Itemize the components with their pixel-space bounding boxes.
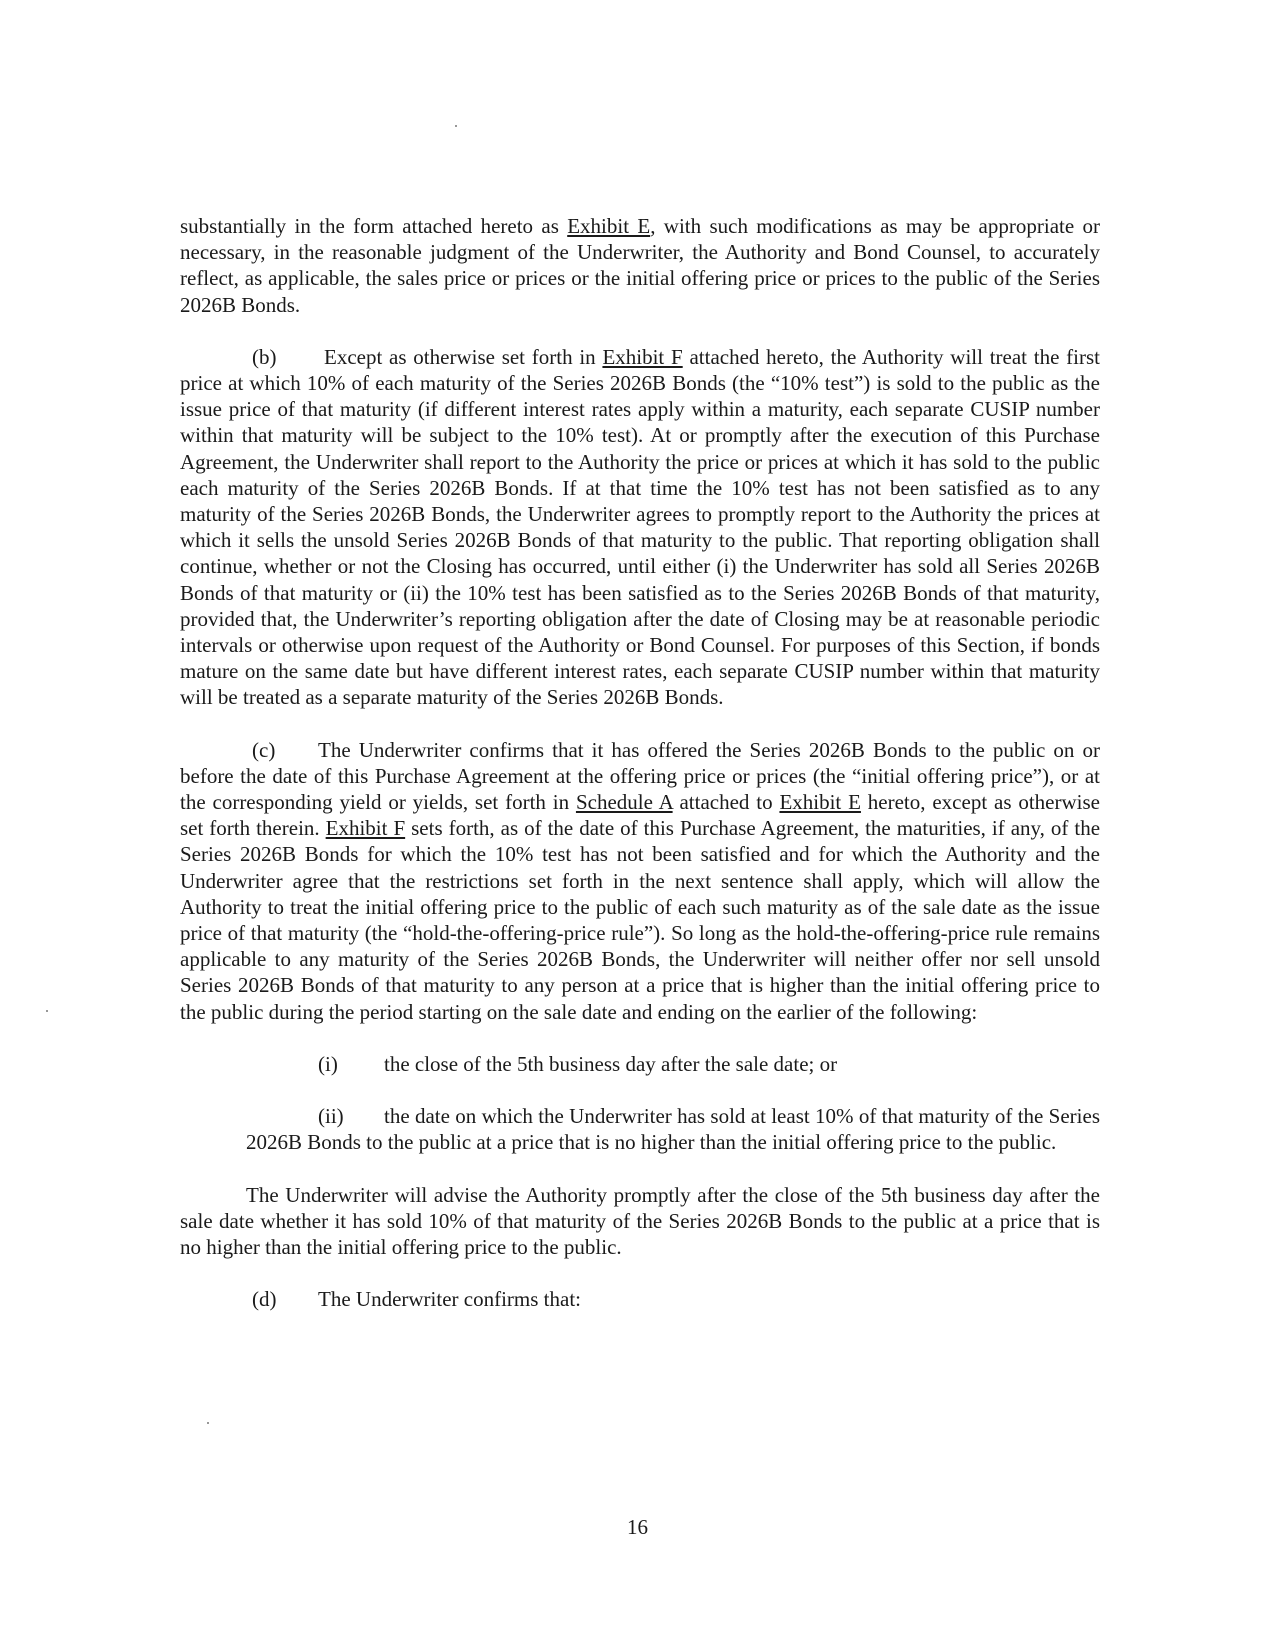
paragraph-c xyxy=(180,737,1100,1025)
text: attached to xyxy=(672,790,780,815)
text: the date on which the Underwriter has sold at least 10% of that maturity of the Series 2026B Bonds to the public at a price that is no higher than the initial offering price to the public. xyxy=(246,1104,1100,1155)
paragraph-label: (b) xyxy=(252,344,277,369)
exhibit-e-reference: Exhibit E xyxy=(779,790,861,815)
list-item-label: (ii) xyxy=(318,1104,344,1129)
text: The Underwriter confirms that it has offered the Series 2026B Bonds to the public on or before the date of this Purchase Agreement at the offering price or prices (the “initial offering price”), or at the corresponding yield or yields, set forth in xyxy=(180,737,1100,815)
list-item-label: (i) xyxy=(318,1051,338,1076)
scan-speck xyxy=(455,125,457,127)
page-number: 16 xyxy=(627,1515,648,1539)
exhibit-f-reference: Exhibit F xyxy=(602,344,683,369)
paragraph-d xyxy=(180,1286,1100,1312)
text: Except as otherwise set forth in xyxy=(324,344,603,369)
schedule-a-reference: Schedule A xyxy=(575,790,673,815)
paragraph-b xyxy=(180,344,1100,711)
document-body xyxy=(180,213,1100,1312)
text: The Underwriter confirms that: xyxy=(318,1287,581,1312)
list-item-i xyxy=(180,1051,1100,1077)
list-item-ii xyxy=(180,1103,1100,1155)
text: hereto, except as otherwise set forth therein. xyxy=(180,790,1100,841)
paragraph-a-continuation xyxy=(180,213,1100,318)
text: the close of the 5th business day after the sale date; or xyxy=(384,1051,838,1076)
scan-speck xyxy=(46,1010,48,1012)
paragraph-advise: The Underwriter will advise the Authority promptly after the close of the 5th business day after the sale date whether it has sold 10% of that maturity of the Series 2026B Bonds to the public at a price that is no higher than the initial offering price to the public. xyxy=(180,1182,1100,1259)
text: , with such modifications as may be appropriate or necessary, in the reasonable judgment of the Underwriter, the Authority and Bond Counsel, to accurately reflect, as applicable, the sales price or prices or the initial offering price or prices to the public of the Series 2026B Bonds. xyxy=(180,214,1100,317)
text: attached hereto, the Authority will treat the first price at which 10% of each maturity of the Series 2026B Bonds (the “10% test”) is sold to the public as the issue price of that maturity (if different interest rates apply within a maturity, each separate CUSIP number within that maturity will be subject to the 10% test). At or promptly after the execution of this Purchase Agreement, the Underwriter shall report to the Authority the price or prices at which it has sold to the public each maturity of the Series 2026B Bonds. If at that time the 10% test has not been satisfied as to any maturity of the Series 2026B Bonds, the Underwriter agrees to promptly report to the Authority the prices at which it sells the unsold Series 2026B Bonds of that maturity to the public. That reporting obligation shall continue, whether or not the Closing has occurred, until either (i) the Underwriter has sold all Series 2026B Bonds of that maturity or (ii) the 10% test has been satisfied as to the Series 2026B Bonds of that maturity, provided that, the Underwriter’s reporting obligation after the date of Closing may be at reasonable periodic intervals or otherwise upon request of the Authority or Bond Counsel. For purposes of this Section, if bonds mature on the same date but have different interest rates, each separate CUSIP number within that maturity will be treated as a separate maturity of the Series 2026B Bonds. xyxy=(180,344,1100,710)
paragraph-label: (d) xyxy=(252,1287,277,1312)
exhibit-f-reference: Exhibit F xyxy=(325,816,406,841)
scan-speck xyxy=(207,1422,209,1424)
text: sets forth, as of the date of this Purchase Agreement, the maturities, if any, of the Series 2026B Bonds for which the 10% test has not been satisfied and for which the Authority and the Underwriter agree that the restrictions set forth in the next sentence shall apply, which will allow the Authority to treat the initial offering price to the public of each such maturity as of the sale date as the issue price of that maturity (the “hold-the-offering-price rule”). So long as the hold-the-offering-price rule remains applicable to any maturity of the Series 2026B Bonds, the Underwriter will neither offer nor sell unsold Series 2026B Bonds of that maturity to any person at a price that is higher than the initial offering price to the public during the period starting on the sale date and ending on the earlier of the following: xyxy=(180,816,1101,1024)
exhibit-e-reference: Exhibit E xyxy=(567,214,651,238)
paragraph-label: (c) xyxy=(252,737,276,762)
text: substantially in the form attached hereto as xyxy=(180,214,568,238)
